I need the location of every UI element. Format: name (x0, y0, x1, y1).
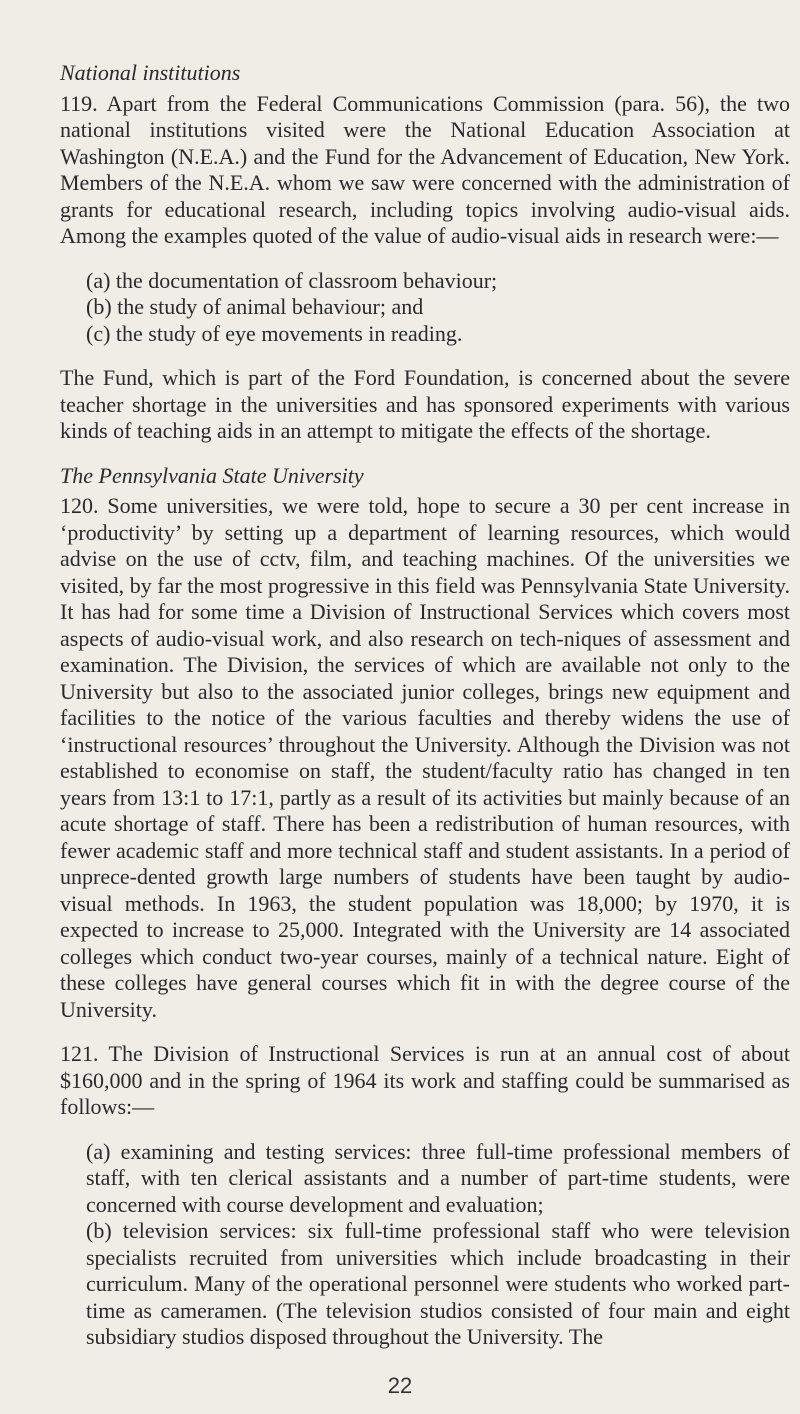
page-number: 22 (387, 1373, 413, 1398)
examples-list (60, 268, 790, 348)
paragraph-120: 120. Some universities, we were told, hope to secure a 30 per cent increase in ‘productivity’ by setting up a department of learning resources, which would advise on the use of cctv, film, and teaching machines. Of the universities we visited, by far the most progressive in this field was Pennsylvania State University. It has had for some time a Division of Instructional Services which covers most aspects of audio-visual work, and also research on tech-niques of assessment and examination. The Division, the services of which are available not only to the University but also to the associated junior colleges, brings new equipment and facilities to the notice of the various faculties and thereby widens the use of ‘instructional resources’ throughout the University. Although the Division was not established to economise on staff, the student/faculty ratio has changed in ten years from 13:1 to 17:1, partly as a result of its activities but mainly because of an acute shortage of staff. There has been a redistribution of human resources, with fewer academic staff and more technical staff and student assistants. In a period of unprece-dented growth large numbers of students have been taught by audio-visual methods. In 1963, the student population was 18,000; by 1970, it is expected to increase to 25,000. Integrated with the University are 14 associated colleges which conduct two-year courses, mainly of a technical nature. Eight of these colleges have general courses which fit in with the degree course of the University. (60, 493, 790, 1022)
section-heading-national: National institutions (60, 60, 241, 85)
list-item: (a) the documentation of classroom behaviour; (86, 267, 498, 293)
division-services-list (60, 1139, 790, 1351)
paragraph-fund: The Fund, which is part of the Ford Foundation, is concerned about the severe teacher shortage in the universities and has sponsored experiments with various kinds of teaching aids in an attempt to mitigate the effects of the shortage. (60, 365, 790, 443)
list-item: (b) television services: six full-time professional staff who were television specialists recruited from universities which include broadcasting in their curriculum. Many of the operational personnel were students who worked part-time as cameramen. (The television studios consisted of four main and eight subsidiary studios disposed throughout the University. The (86, 1218, 790, 1349)
list-item: (b) the study of animal behaviour; and (86, 294, 424, 319)
paragraph-119: 119. Apart from the Federal Communications Commission (para. 56), the two national institutions visited were the National Education Association at Washington (N.E.A.) and the Fund for the Advancement of Education, New York. Members of the N.E.A. whom we saw were concerned with the administration of grants for educational research, including topics involving audio-visual aids. Among the examples quoted of the value of audio-visual aids in research were:— (60, 90, 790, 248)
section-heading-penn-state: The Pennsylvania State University (60, 462, 364, 488)
list-item: (a) examining and testing services: three full-time professional members of staff, with ten clerical assistants and a number of part-time students, were concerned with course development and evaluation; (86, 1138, 790, 1217)
document-page (60, 60, 790, 1351)
paragraph-121: 121. The Division of Instructional Services is run at an annual cost of about $160,000 and in the spring of 1964 its work and staffing could be summarised as follows:— (60, 1041, 790, 1119)
list-item: (c) the study of eye movements in reading. (86, 320, 463, 346)
